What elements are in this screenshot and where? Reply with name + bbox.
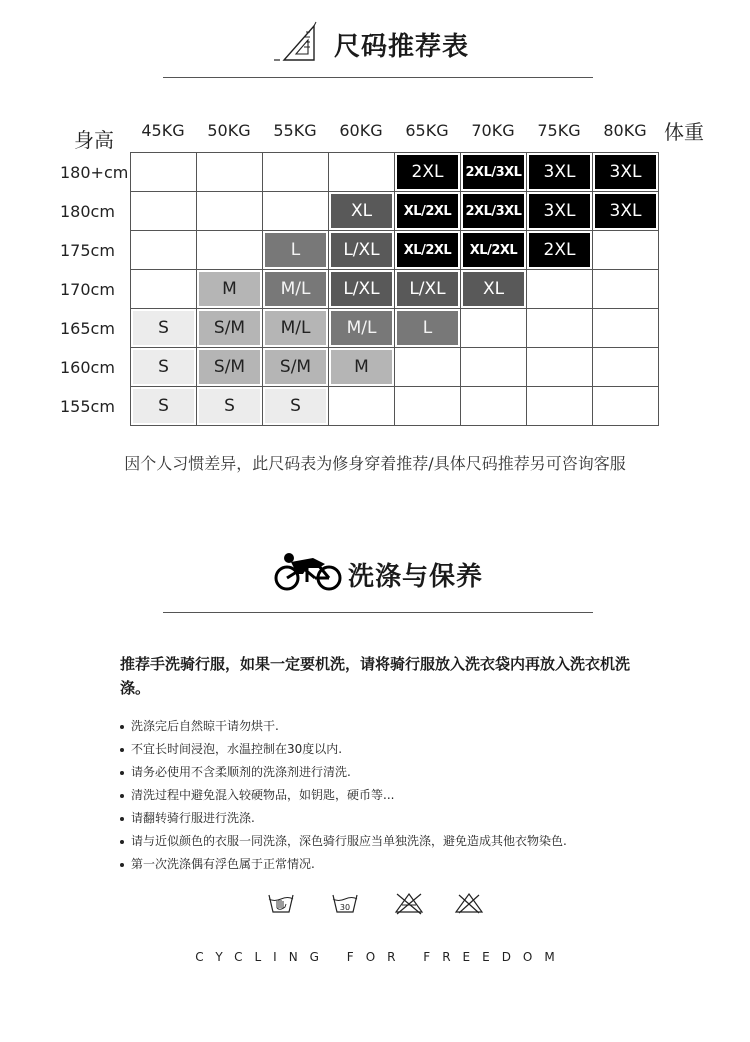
size-cell: S bbox=[263, 387, 329, 426]
size-cell: 3XL bbox=[527, 153, 593, 192]
care-instructions-list bbox=[120, 715, 567, 876]
size-cell bbox=[527, 309, 593, 348]
care-instruction-text: 请与近似颜色的衣服一同洗涤，深色骑行服应当单独洗涤，避免造成其他衣物染色. bbox=[131, 834, 567, 848]
wash-30-icon bbox=[330, 890, 360, 916]
bullet-dot bbox=[120, 771, 124, 775]
height-header: 160cm bbox=[60, 358, 115, 377]
size-cell: M/L bbox=[329, 309, 395, 348]
size-cell bbox=[329, 153, 395, 192]
weight-header: 75KG bbox=[537, 121, 581, 140]
size-cell bbox=[527, 387, 593, 426]
care-instruction-item bbox=[120, 784, 567, 807]
care-instruction-text: 请翻转骑行服进行洗涤. bbox=[131, 811, 255, 825]
weight-header: 80KG bbox=[603, 121, 647, 140]
tagline: CYCLING FOR FREEDOM bbox=[195, 950, 567, 964]
care-instruction-text: 洗涤完后自然晾干请勿烘干. bbox=[131, 719, 279, 733]
size-chart-title: 尺码推荐表 bbox=[334, 32, 470, 62]
bullet-dot bbox=[120, 748, 124, 752]
height-header: 180+cm bbox=[60, 163, 129, 182]
size-cell: L/XL bbox=[395, 270, 461, 309]
size-cell: M/L bbox=[263, 270, 329, 309]
hand-wash-icon bbox=[266, 890, 296, 916]
height-axis-label: 身高 bbox=[74, 128, 114, 152]
size-cell: XL/2XL bbox=[395, 231, 461, 270]
care-instruction-text: 清洗过程中避免混入较硬物品，如钥匙，硬币等... bbox=[131, 788, 395, 802]
size-cell bbox=[593, 270, 659, 309]
size-cell: L/XL bbox=[329, 270, 395, 309]
size-cell: XL/2XL bbox=[395, 192, 461, 231]
care-instruction-item bbox=[120, 761, 567, 784]
size-chart-divider bbox=[163, 77, 593, 78]
height-header: 165cm bbox=[60, 319, 115, 338]
weight-header: 55KG bbox=[273, 121, 317, 140]
size-cell bbox=[395, 348, 461, 387]
height-header: 175cm bbox=[60, 241, 115, 260]
size-cell bbox=[329, 387, 395, 426]
size-cell: S/M bbox=[197, 348, 263, 387]
weight-header: 45KG bbox=[141, 121, 185, 140]
size-cell bbox=[461, 348, 527, 387]
care-instruction-item bbox=[120, 715, 567, 738]
size-cell bbox=[395, 387, 461, 426]
size-cell: XL bbox=[329, 192, 395, 231]
height-header: 180cm bbox=[60, 202, 115, 221]
size-grid bbox=[130, 152, 659, 426]
care-instruction-item bbox=[120, 830, 567, 853]
size-cell: L/XL bbox=[329, 231, 395, 270]
bullet-dot bbox=[120, 725, 124, 729]
care-instruction-text: 不宜长时间浸泡，水温控制在30度以内. bbox=[131, 742, 343, 756]
height-header: 170cm bbox=[60, 280, 115, 299]
size-cell bbox=[197, 231, 263, 270]
size-cell bbox=[197, 192, 263, 231]
size-cell: M/L bbox=[263, 309, 329, 348]
care-divider bbox=[163, 612, 593, 613]
size-cell: 3XL bbox=[593, 153, 659, 192]
bullet-dot bbox=[120, 817, 124, 821]
size-cell: S bbox=[131, 387, 197, 426]
size-cell bbox=[593, 231, 659, 270]
size-cell: 2XL/3XL bbox=[461, 153, 527, 192]
size-cell: L bbox=[263, 231, 329, 270]
size-cell bbox=[131, 231, 197, 270]
size-cell: S/M bbox=[197, 309, 263, 348]
size-cell bbox=[527, 348, 593, 387]
size-cell: M bbox=[197, 270, 263, 309]
size-cell: 3XL bbox=[527, 192, 593, 231]
size-chart-note: 因个人习惯差异，此尺码表为修身穿着推荐/具体尺码推荐另可咨询客服 bbox=[124, 454, 626, 473]
size-cell: 3XL bbox=[593, 192, 659, 231]
size-cell bbox=[461, 309, 527, 348]
size-cell: 2XL bbox=[395, 153, 461, 192]
weight-header: 70KG bbox=[471, 121, 515, 140]
do-not-bleach-icon bbox=[454, 890, 484, 916]
size-cell: XL bbox=[461, 270, 527, 309]
care-title: 洗涤与保养 bbox=[348, 562, 484, 592]
size-cell bbox=[263, 153, 329, 192]
size-cell bbox=[593, 387, 659, 426]
size-cell bbox=[593, 348, 659, 387]
care-instruction-item bbox=[120, 853, 567, 876]
size-chart-header bbox=[272, 20, 502, 70]
size-cell: 2XL bbox=[527, 231, 593, 270]
size-cell bbox=[593, 309, 659, 348]
size-cell bbox=[527, 270, 593, 309]
size-cell: L bbox=[395, 309, 461, 348]
size-cell: S bbox=[131, 348, 197, 387]
do-not-bleach-icon bbox=[394, 890, 424, 916]
care-instruction-text: 第一次洗涤偶有浮色属于正常情况. bbox=[131, 857, 315, 871]
weight-header: 60KG bbox=[339, 121, 383, 140]
bullet-dot bbox=[120, 863, 124, 867]
weight-header: 65KG bbox=[405, 121, 449, 140]
height-header: 155cm bbox=[60, 397, 115, 416]
care-icons-row bbox=[266, 890, 486, 920]
size-cell bbox=[131, 153, 197, 192]
size-cell: M bbox=[329, 348, 395, 387]
size-cell bbox=[461, 387, 527, 426]
weight-header: 50KG bbox=[207, 121, 251, 140]
ruler-triangle-icon bbox=[272, 20, 320, 66]
bullet-dot bbox=[120, 794, 124, 798]
size-cell bbox=[131, 270, 197, 309]
svg-text:30: 30 bbox=[339, 903, 351, 912]
size-cell: XL/2XL bbox=[461, 231, 527, 270]
cyclist-icon bbox=[273, 548, 345, 594]
care-intro: 推荐手洗骑行服，如果一定要机洗，请将骑行服放入洗衣袋内再放入洗衣机洗涤。 bbox=[120, 655, 631, 697]
care-instruction-item bbox=[120, 807, 567, 830]
size-cell: S bbox=[131, 309, 197, 348]
size-cell bbox=[131, 192, 197, 231]
size-cell bbox=[197, 153, 263, 192]
bullet-dot bbox=[120, 840, 124, 844]
size-cell: S/M bbox=[263, 348, 329, 387]
size-cell: 2XL/3XL bbox=[461, 192, 527, 231]
weight-axis-label: 体重 bbox=[664, 120, 704, 144]
care-header bbox=[273, 548, 503, 598]
care-instruction-item bbox=[120, 738, 567, 761]
care-instruction-text: 请务必使用不含柔顺剂的洗涤剂进行清洗. bbox=[131, 765, 351, 779]
size-cell: S bbox=[197, 387, 263, 426]
size-cell bbox=[263, 192, 329, 231]
